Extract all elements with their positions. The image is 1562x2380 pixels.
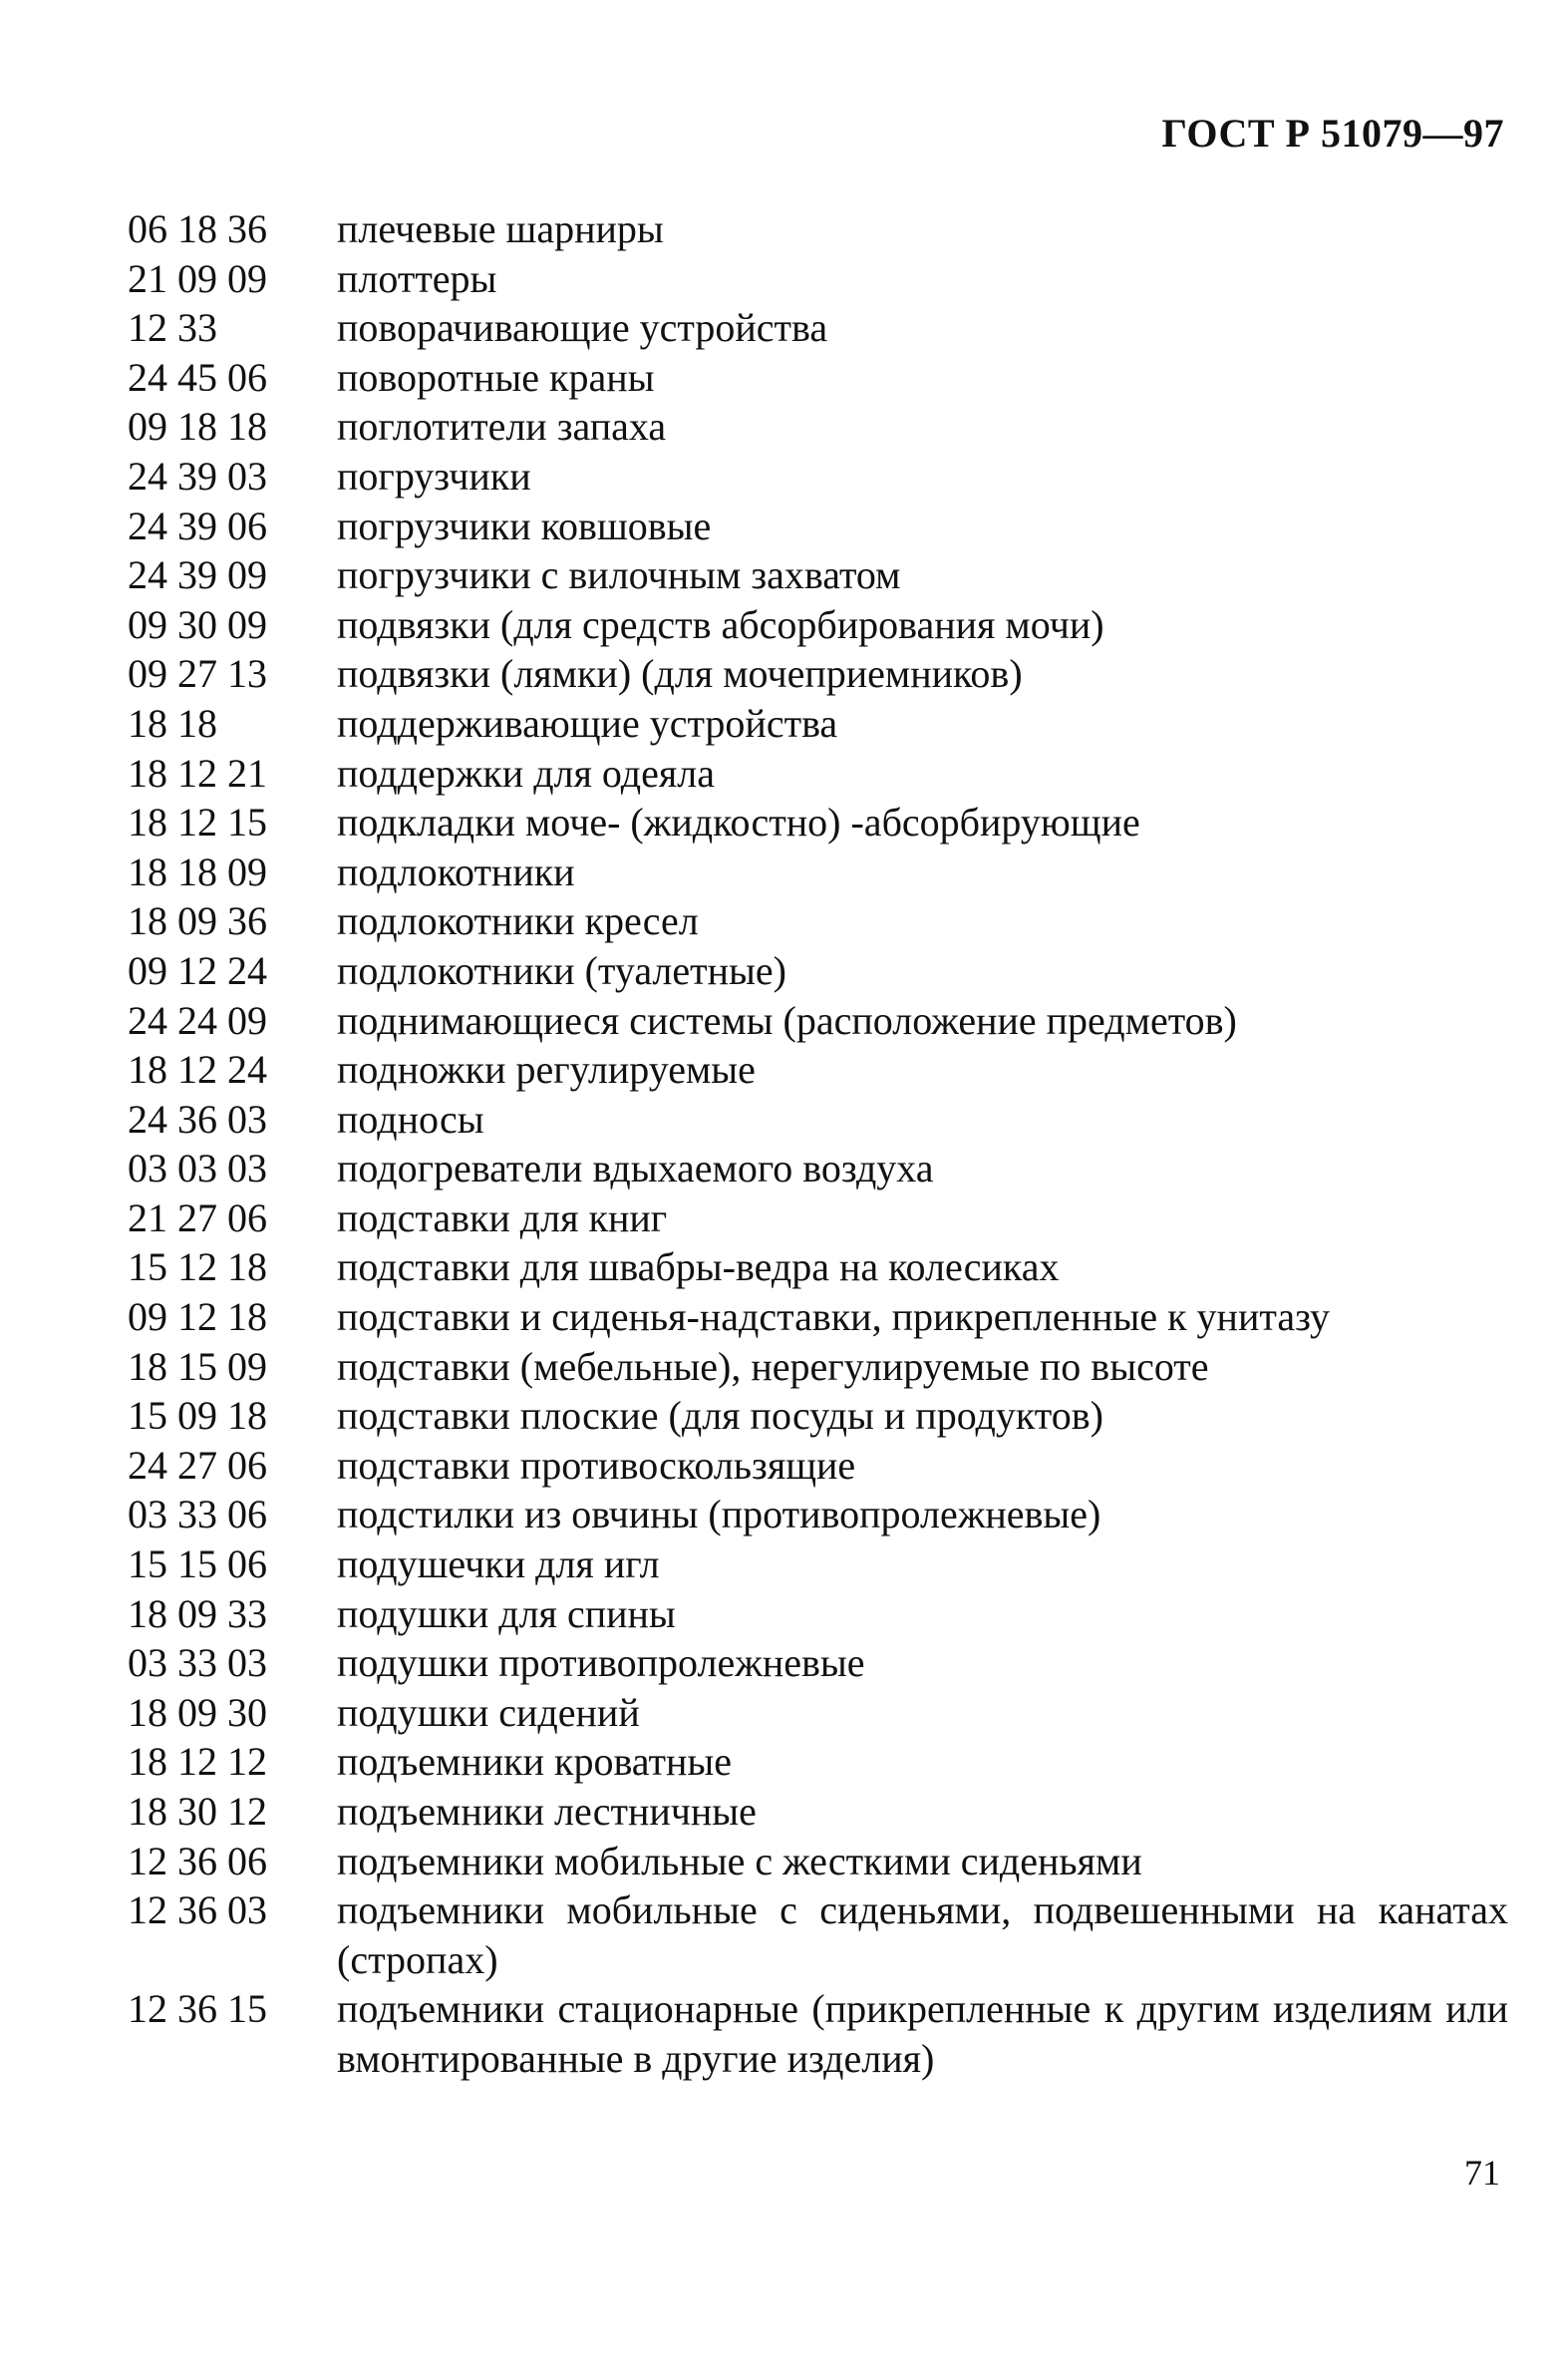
- entry-term: плечевые шарниры: [337, 206, 664, 251]
- entry-code: 03 03 03: [128, 1146, 267, 1191]
- index-entry: [128, 1984, 1508, 2083]
- index-entry: [128, 649, 1508, 699]
- entry-code: 18 09 36: [128, 898, 267, 944]
- entry-code: 18 12 21: [128, 750, 267, 796]
- entry-code: 12 36 15: [128, 1986, 267, 2032]
- page-header-standard: ГОСТ Р 51079—97: [1161, 111, 1504, 156]
- entry-term: подставки плоские (для посуды и продуктов): [337, 1393, 1103, 1439]
- entry-code: 18 30 12: [128, 1789, 267, 1834]
- entry-term: подушки для спины: [337, 1590, 676, 1636]
- entry-term: подстилки из овчины (противопролежневые): [337, 1492, 1101, 1537]
- entry-term: плоттеры: [337, 255, 497, 301]
- entry-term: подогреватели вдыхаемого воздуха: [337, 1146, 934, 1191]
- entry-term: подножки регулируемые: [337, 1047, 756, 1093]
- entry-code: 18 15 09: [128, 1343, 267, 1389]
- index-entry: [128, 946, 1508, 996]
- index-entry: [128, 254, 1508, 304]
- entry-term: поворотные краны: [337, 354, 655, 400]
- entry-code: 15 15 06: [128, 1541, 267, 1587]
- index-entry: [128, 1391, 1508, 1441]
- entry-term: погрузчики: [337, 453, 531, 499]
- entry-term: подлокотники: [337, 849, 575, 894]
- entry-code: 09 12 24: [128, 947, 267, 993]
- entry-code: 24 39 06: [128, 503, 267, 548]
- entry-term: подвязки (для средств абсорбирования мочи): [337, 601, 1104, 647]
- index-entry: [128, 1885, 1508, 1984]
- index-entry: [128, 896, 1508, 946]
- entry-term: поднимающиеся системы (расположение предметов): [337, 997, 1237, 1043]
- entry-code: 18 09 30: [128, 1689, 267, 1735]
- entry-term: подушки противопролежневые: [337, 1640, 865, 1686]
- index-entry: [128, 1292, 1508, 1342]
- entry-term: подставки и сиденья-надставки, прикрепленные к унитазу: [337, 1294, 1331, 1340]
- entry-code: 21 09 09: [128, 255, 267, 301]
- index-entry: [128, 1242, 1508, 1292]
- index-entry: [128, 1688, 1508, 1738]
- index-entry: [128, 1144, 1508, 1193]
- entry-code: 24 24 09: [128, 997, 267, 1043]
- entry-code: 24 45 06: [128, 354, 267, 400]
- index-entry: [128, 502, 1508, 551]
- entry-code: 06 18 36: [128, 206, 267, 251]
- entry-code: 24 39 03: [128, 453, 267, 499]
- index-entry: [128, 1837, 1508, 1886]
- index-entry: [128, 749, 1508, 799]
- index-entry: [128, 452, 1508, 502]
- index-entry: [128, 204, 1508, 254]
- index-entry: [128, 1441, 1508, 1491]
- page-number: 71: [1464, 2153, 1500, 2193]
- entry-term: погрузчики ковшовые: [337, 503, 712, 548]
- entry-term: подвязки (лямки) (для мочеприемников): [337, 651, 1023, 697]
- entry-code: 18 12 15: [128, 800, 267, 846]
- entry-term: подносы: [337, 1096, 484, 1142]
- entry-term: поддерживающие устройства: [337, 700, 838, 746]
- entry-code: 24 39 09: [128, 552, 267, 598]
- entry-code: 18 18: [128, 700, 217, 746]
- index-entry: [128, 600, 1508, 650]
- entry-term: подъемники кроватные: [337, 1739, 733, 1785]
- index-entry: [128, 1095, 1508, 1145]
- index-entry: [128, 303, 1508, 353]
- entry-term: подлокотники кресел: [337, 898, 699, 944]
- entry-term: подъемники лестничные: [337, 1789, 757, 1834]
- index-entry: [128, 550, 1508, 600]
- entry-term: подставки противоскользящие: [337, 1442, 856, 1488]
- index-entry: [128, 798, 1508, 848]
- entry-term: подъемники стационарные (прикрепленные к другим изделиям или вмонтированные в другие изделия): [337, 1986, 1508, 2081]
- entry-code: 18 12 24: [128, 1047, 267, 1093]
- entry-term: подлокотники (туалетные): [337, 947, 786, 993]
- entry-code: 24 36 03: [128, 1096, 267, 1142]
- entry-term: погрузчики с вилочным захватом: [337, 552, 901, 598]
- index-entry: [128, 848, 1508, 897]
- index-entry: [128, 353, 1508, 403]
- entry-code: 18 09 33: [128, 1590, 267, 1636]
- entry-term: подкладки моче- (жидкостно) -абсорбирующие: [337, 800, 1140, 846]
- entry-term: подушечки для игл: [337, 1541, 660, 1587]
- entry-term: поглотители запаха: [337, 404, 667, 450]
- entry-code: 24 27 06: [128, 1442, 267, 1488]
- entry-term: подставки для книг: [337, 1194, 668, 1240]
- index-entry: [128, 1045, 1508, 1095]
- index-entry: [128, 1490, 1508, 1539]
- entry-code: 09 27 13: [128, 651, 267, 697]
- entry-code: 03 33 06: [128, 1492, 267, 1537]
- index-entry: [128, 1342, 1508, 1392]
- index-entry: [128, 1737, 1508, 1787]
- entry-term: поддержки для одеяла: [337, 750, 715, 796]
- entry-term: подставки для швабры-ведра на колесиках: [337, 1244, 1060, 1290]
- entry-code: 21 27 06: [128, 1194, 267, 1240]
- index-entry: [128, 1787, 1508, 1837]
- entry-code: 15 12 18: [128, 1244, 267, 1290]
- entry-term: подушки сидений: [337, 1689, 640, 1735]
- index-entry: [128, 1589, 1508, 1639]
- entry-code: 12 36 06: [128, 1838, 267, 1883]
- index-entry: [128, 1193, 1508, 1243]
- index-entry: [128, 1539, 1508, 1589]
- entry-code: 03 33 03: [128, 1640, 267, 1686]
- entry-term: подъемники мобильные с жесткими сиденьями: [337, 1838, 1142, 1883]
- entry-code: 18 18 09: [128, 849, 267, 894]
- entry-term: подставки (мебельные), нерегулируемые по высоте: [337, 1343, 1209, 1389]
- index-entry: [128, 699, 1508, 749]
- index-entry: [128, 996, 1508, 1046]
- entry-code: 18 12 12: [128, 1739, 267, 1785]
- entry-code: 12 33: [128, 305, 217, 351]
- entry-code: 15 09 18: [128, 1393, 267, 1439]
- entry-term: поворачивающие устройства: [337, 305, 828, 351]
- entry-code: 09 30 09: [128, 601, 267, 647]
- entry-term: подъемники мобильные с сиденьями, подвешенными на канатах (стропах): [337, 1887, 1508, 1982]
- index-list: [128, 204, 1508, 2084]
- index-entry: [128, 402, 1508, 452]
- entry-code: 09 18 18: [128, 404, 267, 450]
- entry-code: 09 12 18: [128, 1294, 267, 1340]
- index-entry: [128, 1638, 1508, 1688]
- entry-code: 12 36 03: [128, 1887, 267, 1933]
